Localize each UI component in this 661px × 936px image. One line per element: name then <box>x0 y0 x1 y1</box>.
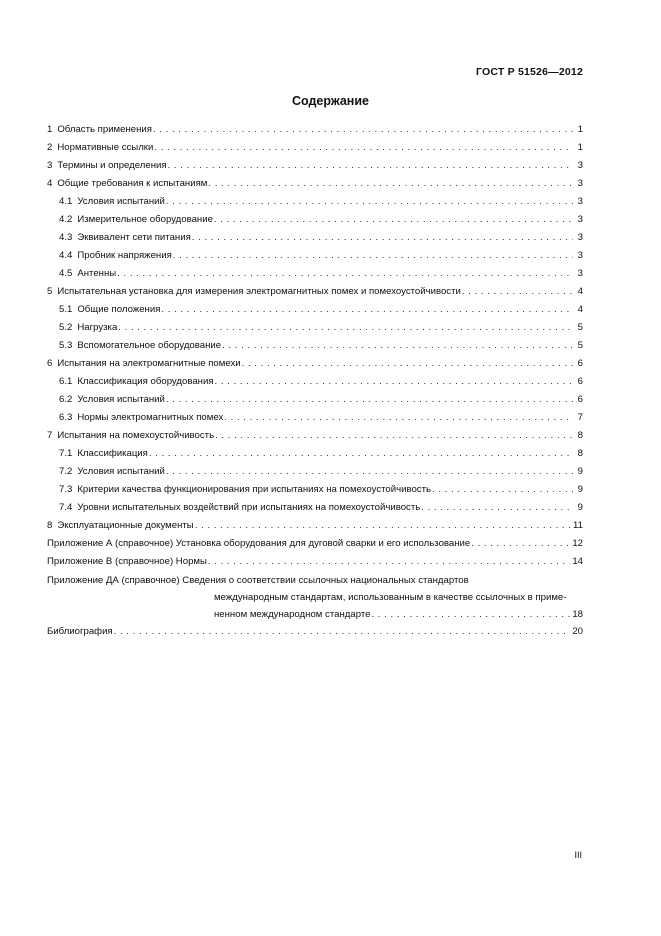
standard-code: ГОСТ Р 51526—2012 <box>475 66 583 78</box>
toc-entry-title: Вспомогательное оборудование <box>77 340 222 351</box>
toc-entry-number: 2 <box>47 142 53 153</box>
dot-leader <box>432 481 573 499</box>
toc-entry-title: Область применения <box>57 124 152 135</box>
toc-entry-title: Эквивалент сети питания <box>77 232 191 243</box>
toc-entry-title: Нормы электромагнитных помех <box>77 412 224 423</box>
toc-entry[interactable] <box>47 211 583 229</box>
toc-entry-title: Приложение ДА (справочное) Сведения о соответствии ссылочных национальных стандартов <box>47 575 469 586</box>
dot-leader <box>118 319 573 337</box>
dot-leader <box>166 463 573 481</box>
toc-entry-title: Измерительное оборудование <box>77 214 213 225</box>
toc-entry[interactable] <box>47 499 583 517</box>
toc-entry-page: 3 <box>577 178 583 189</box>
toc-entry[interactable] <box>47 337 583 355</box>
toc-entry[interactable] <box>47 445 583 463</box>
toc-entry-page: 11 <box>573 520 583 531</box>
toc-entry-title: Эксплуатационные документы <box>57 520 194 531</box>
toc-entry[interactable] <box>47 139 583 157</box>
toc-entry-title: Уровни испытательных воздействий при испытаниях на помехоустойчивость <box>77 502 421 513</box>
toc-entry-number: 7.2 <box>59 466 73 477</box>
toc-entry-number: 3 <box>47 160 53 171</box>
toc-entry-number: 5.2 <box>59 322 73 333</box>
toc-entry-page: 4 <box>577 304 583 315</box>
dot-leader <box>222 337 573 355</box>
toc-entry-page: 6 <box>577 358 583 369</box>
toc-entry[interactable] <box>47 121 583 139</box>
toc-entry-appendix-da[interactable] <box>47 572 583 623</box>
dot-leader <box>215 373 573 391</box>
toc-entry-page: 8 <box>577 448 583 459</box>
toc-title: Содержание <box>291 94 369 108</box>
toc-entry-page: 9 <box>577 466 583 477</box>
dot-leader <box>166 391 573 409</box>
dot-leader <box>471 535 570 553</box>
toc-entry-page: 9 <box>577 502 583 513</box>
toc-entry[interactable] <box>47 193 583 211</box>
toc-entry-number: 7.4 <box>59 502 73 513</box>
toc-entry-title: Условия испытаний <box>77 466 165 477</box>
toc-entry-title: Классификация оборудования <box>77 376 214 387</box>
toc-entry-number: 4.3 <box>59 232 73 243</box>
toc-entry-title: Общие требования к испытаниям <box>57 178 208 189</box>
toc-entry-number: 4.5 <box>59 268 73 279</box>
toc-entry-number: 5 <box>47 286 53 297</box>
toc-entry-title: Испытательная установка для измерения электромагнитных помех и помехоустойчивости <box>57 286 461 297</box>
dot-leader <box>208 175 573 193</box>
toc-entry-title: Нагрузка <box>77 322 118 333</box>
dot-leader <box>149 445 573 463</box>
toc-entry-page: 4 <box>577 286 583 297</box>
toc-entry-title: Приложение В (справочное) Нормы <box>47 556 207 567</box>
toc-entry-title: Приложение А (справочное) Установка оборудования для дуговой сварки и его использование <box>47 538 471 549</box>
toc-entry-bibliography[interactable] <box>47 623 583 641</box>
toc-entry[interactable] <box>47 427 583 445</box>
toc-entry-number: 1 <box>47 124 53 135</box>
toc-entry[interactable] <box>47 463 583 481</box>
toc-entry-number: 5.3 <box>59 340 73 351</box>
table-of-contents <box>47 121 583 641</box>
toc-entry-page: 5 <box>577 340 583 351</box>
toc-entry-title: Испытания на электромагнитные помехи <box>57 358 241 369</box>
toc-entry[interactable] <box>47 355 583 373</box>
dot-leader <box>195 517 571 535</box>
dot-leader <box>224 409 573 427</box>
toc-entry[interactable] <box>47 553 583 571</box>
toc-entry-page: 6 <box>577 394 583 405</box>
dot-leader <box>117 265 573 283</box>
toc-entry-title: Критерии качества функционирования при испытаниях на помехоустойчивость <box>77 484 431 495</box>
toc-entry-page: 8 <box>577 430 583 441</box>
toc-entry-title-cont: ненном международном стандарте <box>214 609 371 620</box>
toc-entry-title-cont: международным стандартам, использованным в качестве ссылочных в приме- <box>214 592 567 603</box>
toc-entry-title: Нормативные ссылки <box>57 142 154 153</box>
dot-leader <box>114 623 571 641</box>
dot-leader <box>192 229 573 247</box>
page-number: III <box>574 850 582 860</box>
toc-entry-number: 7.3 <box>59 484 73 495</box>
toc-entry-title: Условия испытаний <box>77 394 165 405</box>
toc-entry[interactable] <box>47 265 583 283</box>
toc-entry-number: 6.1 <box>59 376 73 387</box>
dot-leader <box>154 139 573 157</box>
dot-leader <box>242 355 573 373</box>
toc-entry-number: 4.4 <box>59 250 73 261</box>
dot-leader <box>166 193 573 211</box>
toc-entry-title: Пробник напряжения <box>77 250 172 261</box>
toc-entry-page: 1 <box>577 142 583 153</box>
toc-entry-page: 20 <box>572 626 583 637</box>
toc-entry-page: 3 <box>577 268 583 279</box>
toc-entry-number: 4.2 <box>59 214 73 225</box>
toc-entry-page: 3 <box>577 250 583 261</box>
toc-entry-title: Классификация <box>77 448 148 459</box>
toc-entry-title: Общие положения <box>77 304 161 315</box>
toc-entry[interactable] <box>47 391 583 409</box>
dot-leader <box>168 157 573 175</box>
toc-entry[interactable] <box>47 481 583 499</box>
toc-entry-number: 4.1 <box>59 196 73 207</box>
toc-entry-page: 3 <box>577 196 583 207</box>
toc-entry-page: 3 <box>577 232 583 243</box>
toc-entry-page: 5 <box>577 322 583 333</box>
toc-entry-number: 6.3 <box>59 412 73 423</box>
toc-entry[interactable] <box>47 301 583 319</box>
toc-entry-title: Испытания на помехоустойчивость <box>57 430 215 441</box>
dot-leader <box>462 283 573 301</box>
toc-entry[interactable] <box>47 175 583 193</box>
toc-entry[interactable] <box>47 373 583 391</box>
dot-leader <box>208 553 570 571</box>
toc-entry-page: 9 <box>577 484 583 495</box>
toc-entry-page: 3 <box>577 160 583 171</box>
toc-entry-number: 6 <box>47 358 53 369</box>
toc-entry-page: 14 <box>572 556 583 567</box>
toc-entry[interactable] <box>47 247 583 265</box>
dot-leader <box>421 499 573 517</box>
toc-entry-title-last <box>47 606 583 623</box>
toc-entry-number: 7.1 <box>59 448 73 459</box>
toc-entry-number: 4 <box>47 178 53 189</box>
dot-leader <box>173 247 573 265</box>
toc-entry[interactable] <box>47 319 583 337</box>
dot-leader <box>215 427 573 445</box>
dot-leader <box>153 121 573 139</box>
toc-entry-page: 1 <box>577 124 583 135</box>
toc-entry-page: 7 <box>577 412 583 423</box>
toc-entry[interactable] <box>47 409 583 427</box>
toc-entry-page: 3 <box>577 214 583 225</box>
toc-entry-number: 8 <box>47 520 53 531</box>
toc-entry-page: 12 <box>572 538 583 549</box>
toc-entry-title: Антенны <box>77 268 117 279</box>
toc-entry-page: 18 <box>572 609 583 620</box>
dot-leader <box>161 301 573 319</box>
toc-entry[interactable] <box>47 229 583 247</box>
toc-entry-title: Термины и определения <box>57 160 167 171</box>
toc-entry[interactable] <box>47 157 583 175</box>
toc-entry-page: 6 <box>577 376 583 387</box>
toc-entry[interactable] <box>47 517 583 535</box>
toc-entry[interactable] <box>47 535 583 553</box>
toc-entry-number: 7 <box>47 430 53 441</box>
dot-leader <box>371 606 570 623</box>
dot-leader <box>214 211 573 229</box>
toc-entry-number: 5.1 <box>59 304 73 315</box>
toc-entry-title: Библиография <box>47 626 113 637</box>
toc-entry-number: 6.2 <box>59 394 73 405</box>
toc-entry[interactable] <box>47 283 583 301</box>
toc-entry-title: Условия испытаний <box>77 196 165 207</box>
